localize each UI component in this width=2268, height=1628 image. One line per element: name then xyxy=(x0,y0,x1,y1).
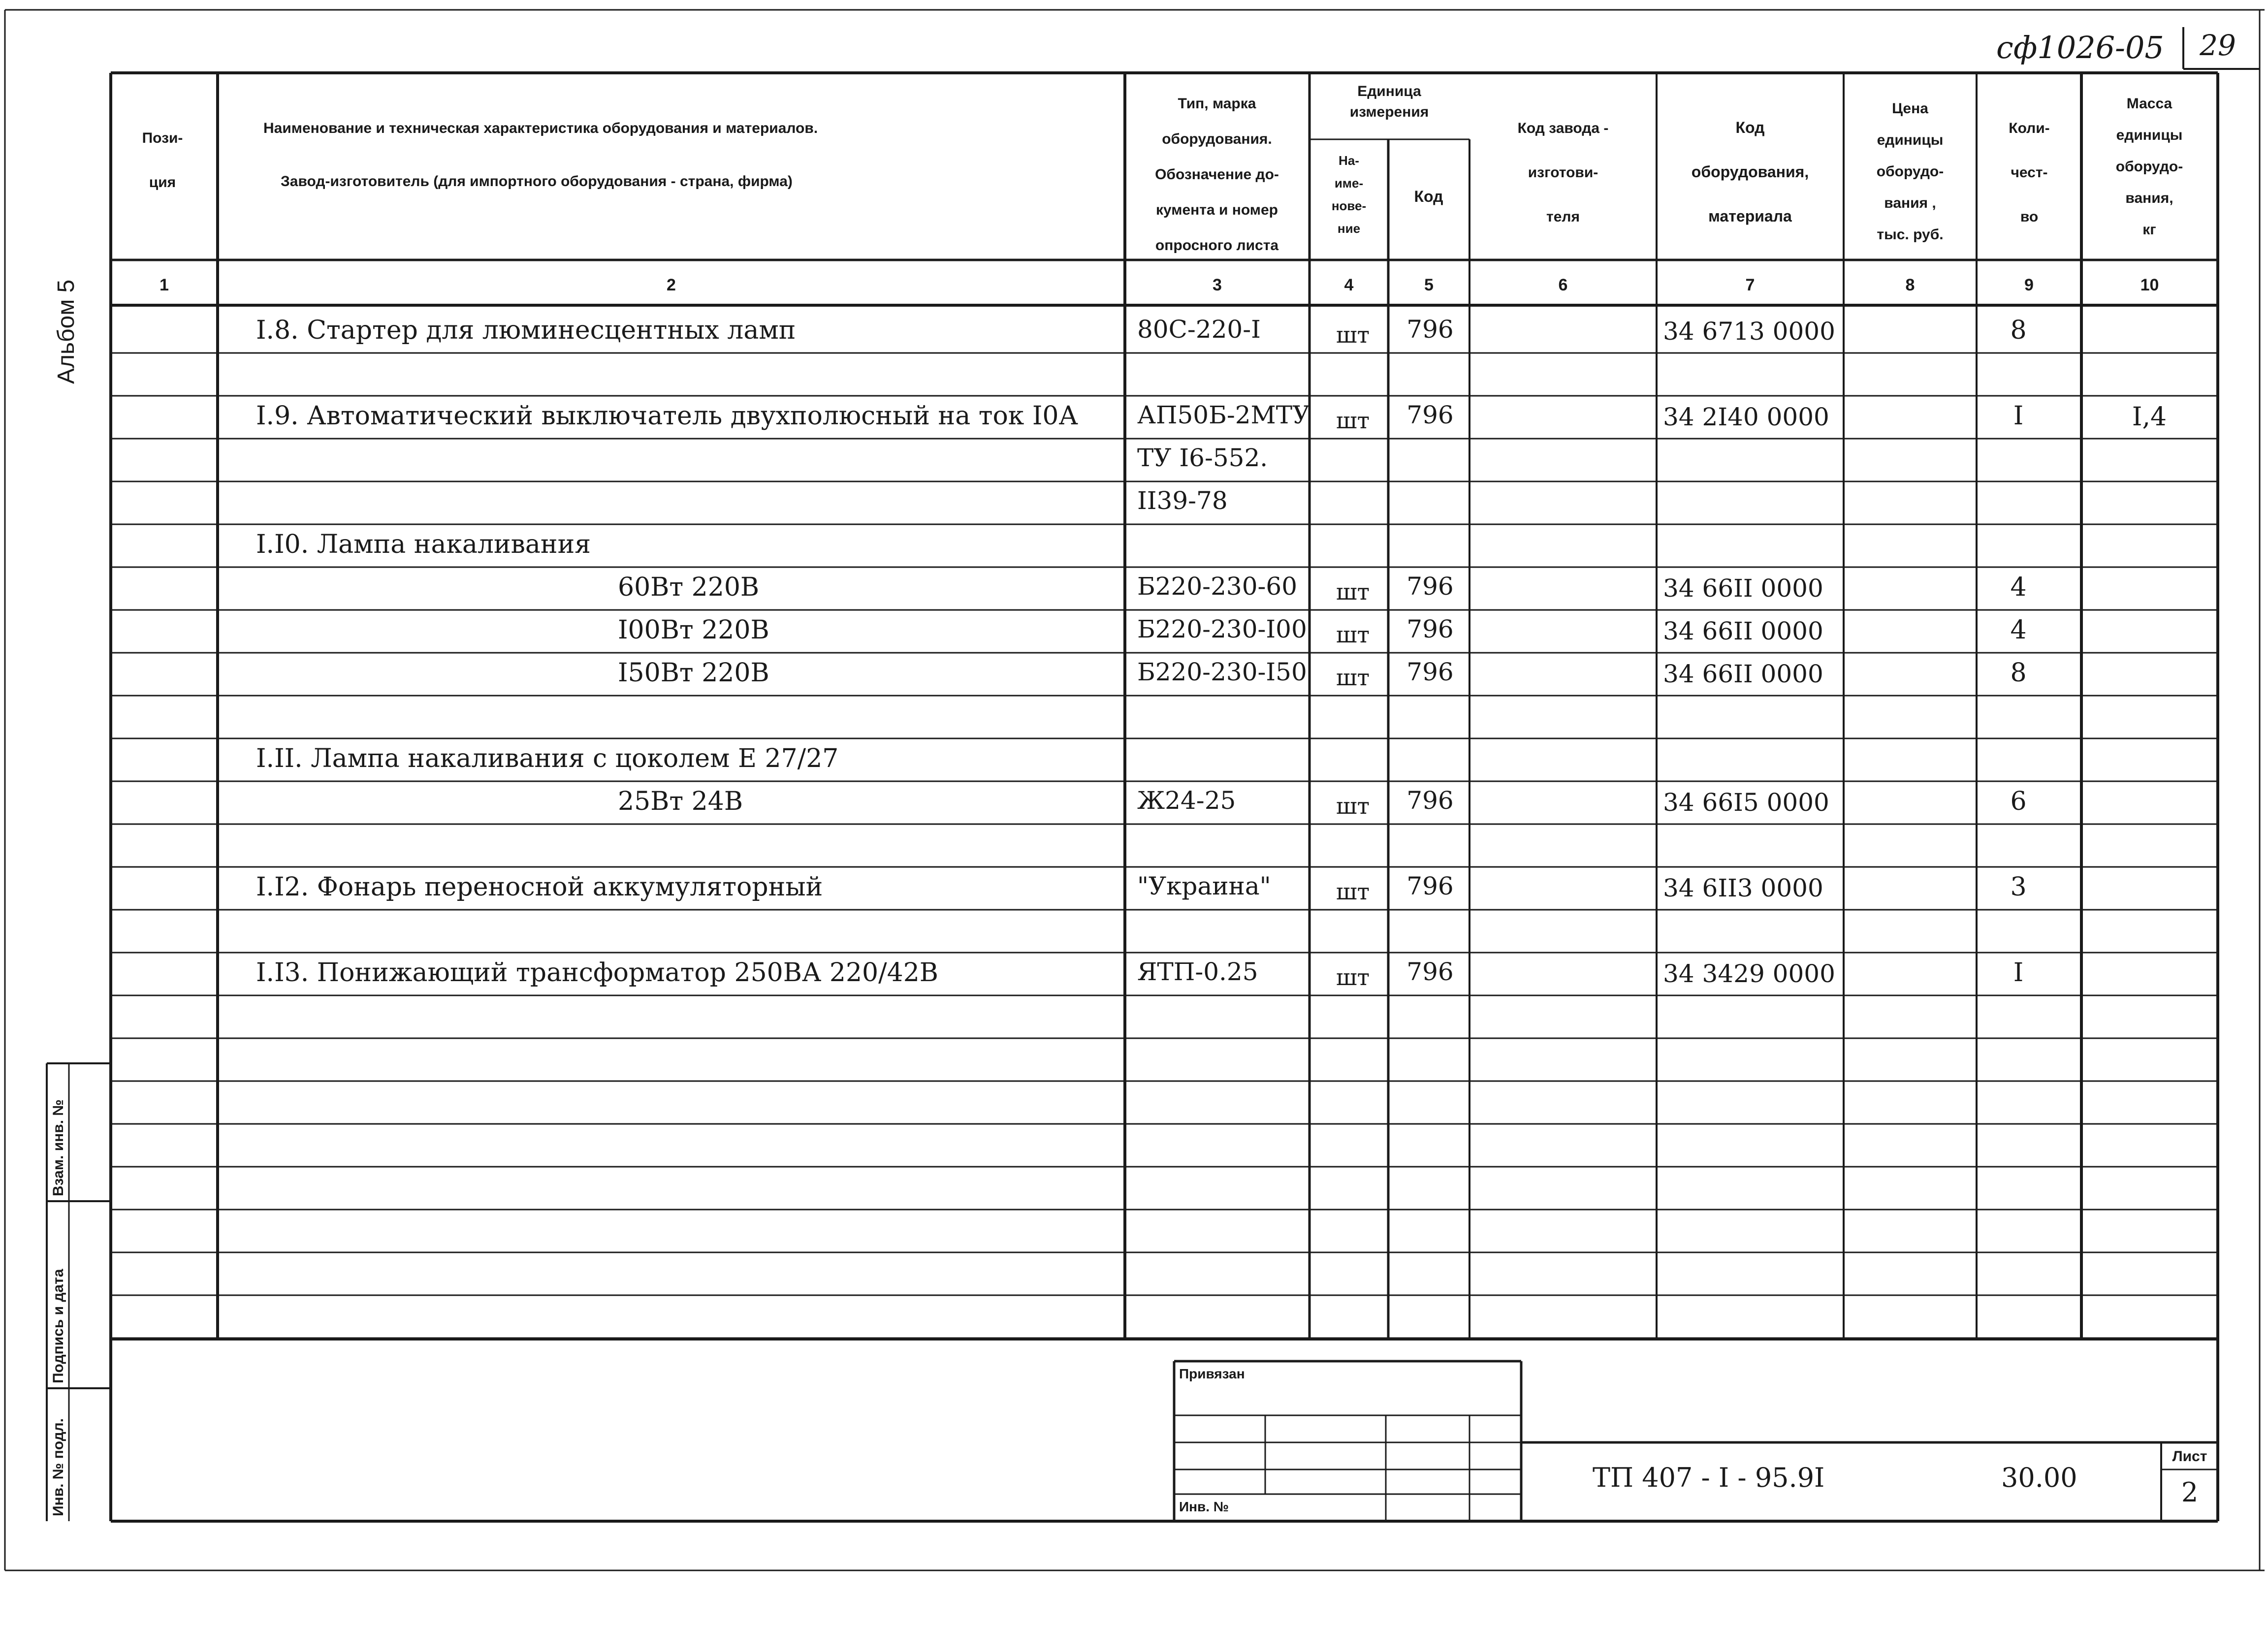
row-code: 796 xyxy=(1406,315,1454,344)
row-code: 796 xyxy=(1406,572,1454,601)
row-material-code: 34 66II 0000 xyxy=(1663,617,1823,645)
row-type: ЯТП-0.25 xyxy=(1137,958,1258,986)
header-text: ция xyxy=(149,174,176,191)
header-text: оборудования, xyxy=(1691,163,1809,181)
row-name: I.9. Автоматический выключатель двухполюсный на ток I0А xyxy=(256,401,1078,431)
album-label: Альбом 5 xyxy=(53,279,79,384)
row-quantity: 4 xyxy=(2010,573,2027,602)
row-material-code: 34 6II3 0000 xyxy=(1663,874,1823,902)
row-unit: шт xyxy=(1336,878,1370,905)
header-text: ние xyxy=(1337,221,1361,236)
row-type: Б220-230-I50 xyxy=(1137,658,1307,686)
header-text: кумента и номер xyxy=(1155,202,1278,218)
column-number: 2 xyxy=(667,276,676,294)
row-type: ТУ I6-552. xyxy=(1137,444,1268,472)
header-text: теля xyxy=(1546,209,1580,225)
row-quantity: I xyxy=(2013,401,2024,431)
page-number: 29 xyxy=(2200,29,2236,62)
side-stamp-signature: Подпись и дата xyxy=(50,1269,66,1383)
header-text: кг xyxy=(2142,222,2156,238)
row-code: 796 xyxy=(1406,958,1454,986)
title-inv-no: Инв. № xyxy=(1179,1499,1229,1514)
header-text: чест- xyxy=(2011,164,2048,181)
row-material-code: 34 66II 0000 xyxy=(1663,660,1823,688)
header-text: оборудо- xyxy=(2115,159,2183,175)
header-text: Код xyxy=(1414,188,1443,205)
row-code: 796 xyxy=(1406,401,1454,429)
column-number: 5 xyxy=(1424,276,1434,294)
row-unit: шт xyxy=(1336,407,1370,434)
row-type: Б220-230-I00 xyxy=(1137,615,1307,643)
header-text: Код завода - xyxy=(1517,120,1609,136)
row-name: I.I2. Фонарь переносной аккумуляторный xyxy=(256,872,823,902)
header-text: оборудования. xyxy=(1162,131,1272,147)
row-type: АП50Б-2МТУ xyxy=(1137,401,1310,429)
row-code: 796 xyxy=(1406,872,1454,900)
column-number: 8 xyxy=(1905,276,1915,294)
row-unit: шт xyxy=(1336,321,1370,348)
sheet-code: сф1026-05 xyxy=(1996,30,2164,65)
header-text: име- xyxy=(1334,176,1364,191)
header-text: Обозначение до- xyxy=(1155,166,1279,183)
row-material-code: 34 66II 0000 xyxy=(1663,574,1823,603)
header-text: во xyxy=(2020,209,2039,225)
header-text: оборудо- xyxy=(1876,163,1944,180)
column-number: 3 xyxy=(1213,276,1222,294)
row-unit: шт xyxy=(1336,578,1370,605)
header-text: изготови- xyxy=(1528,164,1598,181)
header-text: Коли- xyxy=(2009,120,2050,136)
row-unit: шт xyxy=(1336,621,1370,648)
side-stamp-inv-vzam: Взам. инв. № xyxy=(50,1099,66,1196)
row-material-code: 34 6713 0000 xyxy=(1663,317,1835,346)
row-code: 796 xyxy=(1406,615,1454,643)
column-number: 9 xyxy=(2024,276,2034,294)
header-text: вания, xyxy=(2125,190,2173,206)
row-name: I.I3. Понижающий трансформатор 250ВА 220/42В xyxy=(256,958,939,988)
row-name: I50Вт 220В xyxy=(618,658,769,688)
row-unit: шт xyxy=(1336,664,1370,691)
side-stamp-inv-original: Инв. № подл. xyxy=(50,1418,66,1516)
row-type: Б220-230-60 xyxy=(1137,572,1298,601)
row-name: I.II. Лампа накаливания с цоколем Е 27/27 xyxy=(256,744,839,773)
header-text: На- xyxy=(1339,153,1359,168)
header-text: Цена xyxy=(1892,100,1928,117)
sheet-label: Лист xyxy=(2172,1448,2207,1465)
row-unit: шт xyxy=(1336,964,1370,990)
header-text: Код xyxy=(1735,119,1765,136)
title-privyazan: Привязан xyxy=(1179,1366,1245,1381)
document-section: 30.00 xyxy=(2001,1462,2077,1493)
header-text: Единица xyxy=(1357,83,1421,99)
row-material-code: 34 66I5 0000 xyxy=(1663,788,1829,817)
row-unit: шт xyxy=(1336,793,1370,819)
column-number: 1 xyxy=(160,276,169,294)
header-text: единицы xyxy=(1877,132,1944,148)
header-text: единицы xyxy=(2116,127,2183,143)
row-code: 796 xyxy=(1406,786,1454,815)
row-mass: I,4 xyxy=(2132,402,2167,432)
row-type: Ж24-25 xyxy=(1137,786,1236,815)
column-number: 10 xyxy=(2140,276,2159,294)
header-text: Тип, марка xyxy=(1178,96,1256,112)
header-text: Пози- xyxy=(142,130,183,146)
document-code: ТП 407 - I - 95.9I xyxy=(1593,1462,1825,1493)
header-text: опросного листа xyxy=(1155,237,1279,254)
row-name: 60Вт 220В xyxy=(618,573,760,602)
row-material-code: 34 2I40 0000 xyxy=(1663,403,1829,431)
row-quantity: 3 xyxy=(2010,872,2027,902)
row-name: I.8. Стартер для люминесцентных ламп xyxy=(256,316,796,345)
row-quantity: 8 xyxy=(2010,316,2027,345)
column-number: 4 xyxy=(1344,276,1354,294)
header-text: измерения xyxy=(1349,104,1429,120)
header-text: тыс. руб. xyxy=(1877,226,1944,243)
row-type: "Украина" xyxy=(1137,872,1271,900)
header-text: вания , xyxy=(1884,195,1936,211)
row-name: I00Вт 220В xyxy=(618,615,769,645)
column-number: 7 xyxy=(1745,276,1755,294)
header-text: Наименование и техническая характеристика оборудования и материалов. xyxy=(263,120,818,136)
sheet-number: 2 xyxy=(2181,1477,2199,1508)
row-type: II39-78 xyxy=(1137,486,1228,515)
row-name: I.I0. Лампа накаливания xyxy=(256,530,591,559)
row-name: 25Вт 24В xyxy=(618,787,743,816)
row-quantity: 8 xyxy=(2010,658,2027,688)
header-text: Масса xyxy=(2126,96,2172,112)
row-quantity: 4 xyxy=(2010,615,2027,645)
row-quantity: 6 xyxy=(2010,787,2027,816)
column-number: 6 xyxy=(1558,276,1568,294)
row-type: 80С-220-I xyxy=(1137,315,1261,344)
row-quantity: I xyxy=(2013,958,2024,988)
header-text: нове- xyxy=(1331,198,1367,213)
header-text: Завод-изготовитель (для импортного оборудования - страна, фирма) xyxy=(281,173,793,190)
row-material-code: 34 3429 0000 xyxy=(1663,959,1835,988)
header-text: материала xyxy=(1708,207,1792,225)
row-code: 796 xyxy=(1406,658,1454,686)
